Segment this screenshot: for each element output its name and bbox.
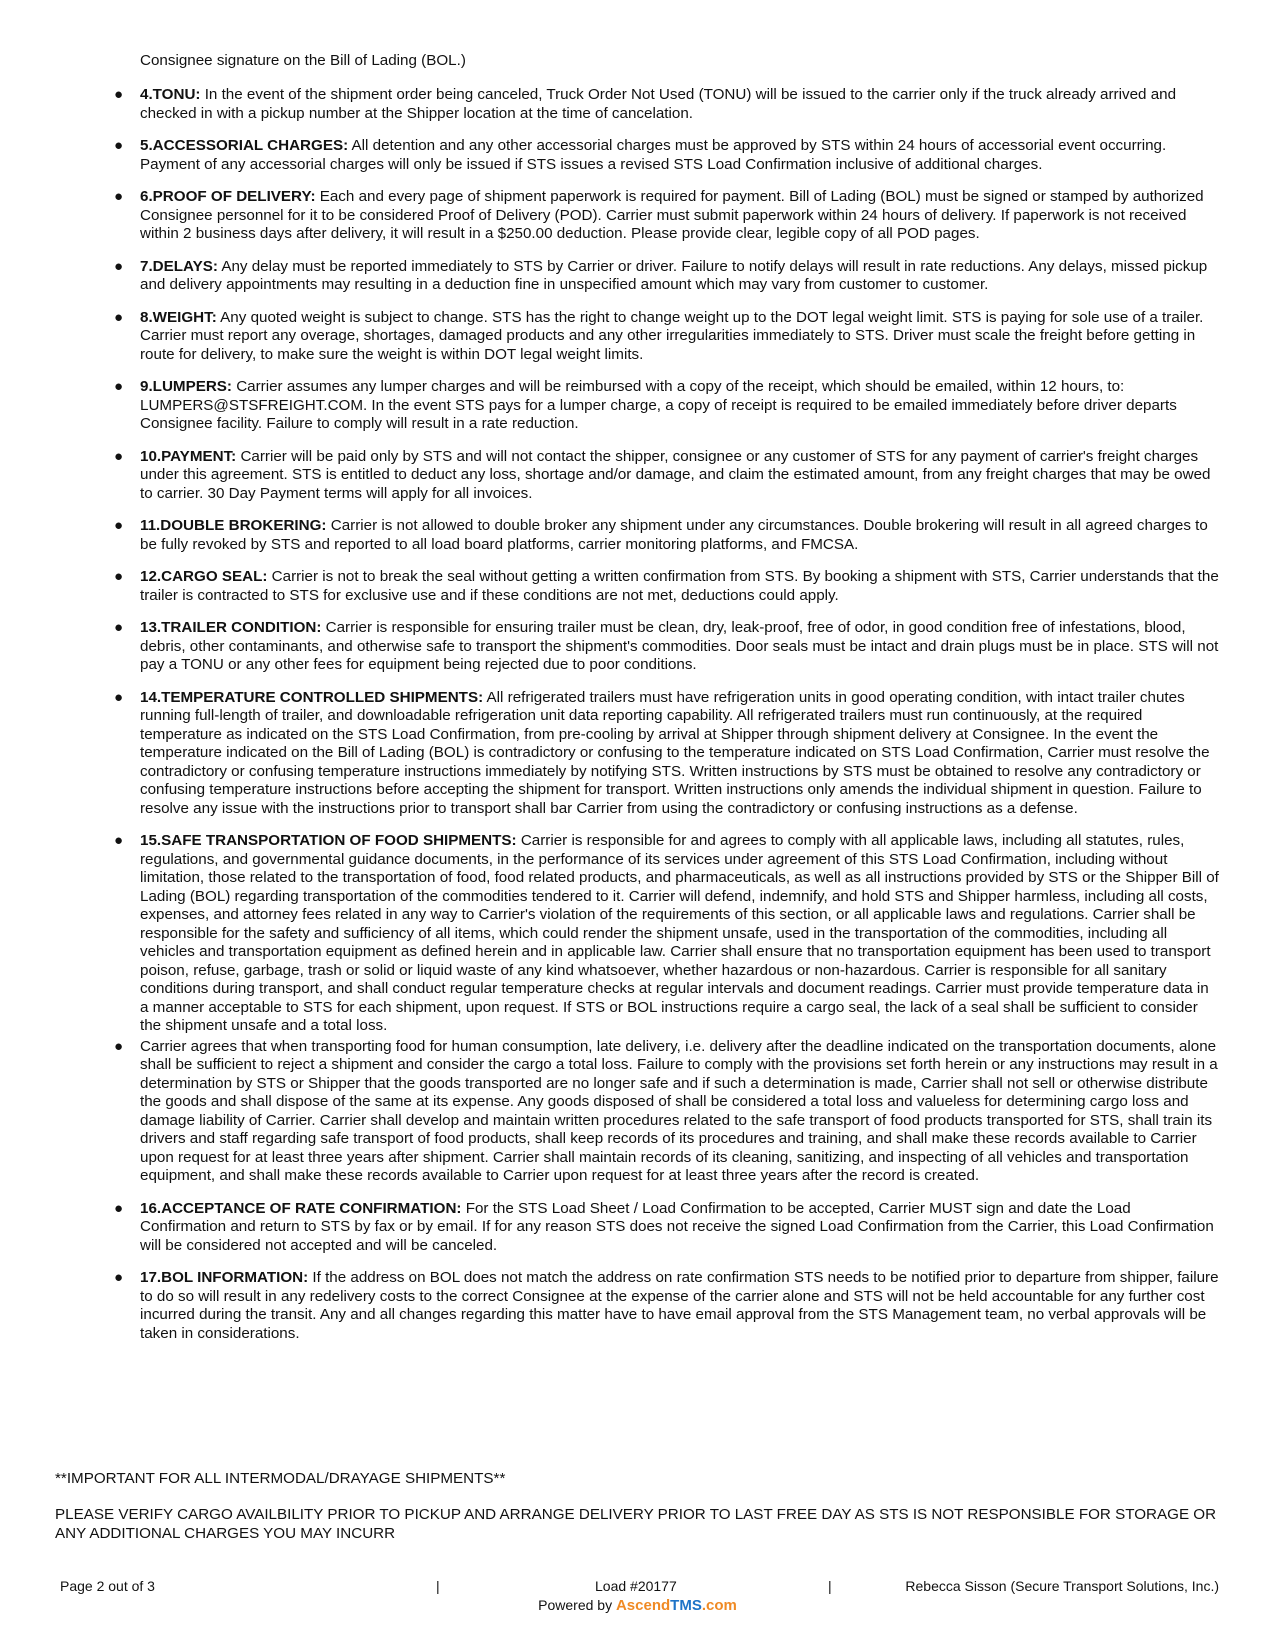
clause-7-delays — [0, 258, 1220, 295]
clause-16-acceptance — [0, 1200, 1220, 1256]
logo-ascend: Ascend — [615, 1597, 671, 1614]
bullet: ● — [114, 688, 124, 706]
clause-heading: 6.PROOF OF DELIVERY: — [140, 188, 316, 205]
powered-by-label: Powered by — [538, 1597, 616, 1613]
clause-15-safe-transportation — [0, 832, 1220, 1036]
powered-by — [0, 1596, 1275, 1615]
clause-text: Carrier is not allowed to double broker any shipment under any circumstances. Double brokering will result in all agreed charges to be fully revoked by STS and reported to all load board platforms, carrier monitoring platforms, and FMCSA. — [140, 517, 1208, 553]
bullet: ● — [114, 832, 124, 849]
bullet: ● — [114, 188, 124, 205]
clause-heading: 12.CARGO SEAL: — [140, 568, 268, 585]
clause-heading: 9.LUMPERS: — [140, 378, 232, 395]
logo-com: .com — [701, 1597, 737, 1614]
bullet: ● — [114, 86, 124, 103]
bullet: ● — [114, 137, 124, 154]
load-number: Load #20177 — [595, 1578, 677, 1594]
ascendtms-logo — [616, 1597, 737, 1614]
clause-9-lumpers — [0, 378, 1220, 434]
clause-heading: 5.ACCESSORIAL CHARGES: — [140, 137, 349, 154]
clause-text: All refrigerated trailers must have refrigeration units in good operating condition, with intact trailer chutes running full-length of trailer, and downloadable refrigeration unit data reporting capability. All refrigerated trailers must run continuously, at the required temperature as indicated on the STS Load Confirmation, from pre-cooling by arrival at Shipper through shipment delivery at Consignee. In the event the temperature indicated on the Bill of Lading (BOL) is contradictory or confusing to the temperature indicated on STS Load Confirmation, Carrier must resolve the contradictory or confusing temperature instructions immediately by notifying STS. Written instructions by STS must be obtained to resolve any contradictory or confusing temperature instructions before accepting the shipment for transport. Written instructions only amends the individual shipment in question. Failure to resolve any issue with the instructions prior to transport shall bar Carrier from using the contradictory or confusing instructions as a defense. — [140, 688, 1210, 817]
clause-text: Carrier is responsible for and agrees to comply with all applicable laws, including all statutes, rules, regulations, and governmental guidance documents, in the performance of its services under agreement of this STS Load Confirmation, including without limitation, those related to the transportation of food, food related products, and pharmaceuticals, as well as all instructions provided by STS or the Shipper Bill of Lading (BOL) regarding transportation of the commodities tendered to it. Carrier will defend, indemnify, and hold STS and Shipper harmless, including all costs, expenses, and attorney fees related in any way to Carrier's violation of the requirements of this section, or all applicable laws and regulations. Carrier shall be responsible for the safety and sufficiency of all items, which could render the shipment unsafe, used in the transportation of the commodities, including all vehicles and transportation equipment as defined herein and in applicable law. Carrier shall ensure that no transportation equipment has been used to transport poison, refuse, garbage, trash or solid or liquid waste of any kind whatsoever, whether hazardous or non-hazardous. Carrier is responsible for all sanitary conditions during transport, and shall conduct regular temperature checks at regular intervals and document readings. Carrier must provide temperature data in a manner acceptable to STS for each shipment, upon request. If STS or BOL instructions require a cargo seal, the lack of a seal shall be sufficient to consider the shipment unsafe and a total loss. — [140, 832, 1219, 1034]
user-company: Rebecca Sisson (Secure Transport Solutions, Inc.) — [905, 1578, 1219, 1594]
bullet: ● — [114, 1037, 124, 1055]
bullet: ● — [114, 257, 124, 275]
clause-text: Carrier is not to break the seal without getting a written confirmation from STS. By booking a shipment with STS, Carrier understands that the trailer is contracted to STS for exclusive use and if these conditions are not met, deductions could apply. — [140, 568, 1219, 604]
bullet: ● — [114, 1269, 124, 1286]
clause-10-payment — [0, 448, 1220, 504]
clause-text: In the event of the shipment order being canceled, Truck Order Not Used (TONU) will be issued to the carrier only if the truck already arrived and checked in with a pickup number at the Shipper location at the time of cancelation. — [140, 86, 1177, 122]
bullet: ● — [114, 308, 124, 326]
clause-14-temperature-controlled — [0, 689, 1220, 819]
clause-text: Carrier will be paid only by STS and will not contact the shipper, consignee or any customer of STS for any payment of carrier's freight charges under this agreement. STS is entitled to deduct any loss, shortage and/or damage, and claim the estimated amount, from any freight charges that may be owed to carrier. 30 Day Payment terms will apply for all invoices. — [140, 447, 1211, 502]
footer-separator: | — [436, 1578, 440, 1594]
clause-heading: 13.TRAILER CONDITION: — [140, 619, 322, 636]
clause-heading: 8.WEIGHT: — [140, 308, 217, 326]
clause-text: Each and every page of shipment paperwork is required for payment. Bill of Lading (BOL) must be signed or stamped by authorized Consignee personnel for it to be considered Proof of Delivery (POD). Carrier must submit paperwork within 24 hours of delivery. If paperwork is not received within 2 business days after delivery, it will result in a $250.00 deduction. Please provide clear, legible copy of all POD pages. — [140, 188, 1204, 242]
clause-heading: 16.ACCEPTANCE OF RATE CONFIRMATION: — [140, 1199, 462, 1217]
clause-heading: 15.SAFE TRANSPORTATION OF FOOD SHIPMENTS: — [140, 832, 517, 849]
clause-4-tonu — [0, 86, 1220, 123]
clause-food-consumption — [0, 1038, 1220, 1186]
bullet: ● — [114, 378, 124, 395]
clause-text: If the address on BOL does not match the address on rate confirmation STS needs to be notified prior to departure from shipper, failure to do so will result in any redelivery costs to the correct Consignee at the expense of the carrier alone and STS will not be held accountable for any further cost incurred during the transit. Any and all changes regarding this matter have to have email approval from the STS Management team, no verbal approvals will be taken in considerations. — [140, 1269, 1219, 1342]
clause-6-proof-of-delivery — [0, 188, 1220, 244]
intermodal-notice-heading: **IMPORTANT FOR ALL INTERMODAL/DRAYAGE SHIPMENTS** — [55, 1470, 506, 1487]
clause-11-double-brokering — [0, 517, 1220, 554]
clause-list — [0, 86, 1275, 1357]
clause-text: Carrier assumes any lumper charges and will be reimbursed with a copy of the receipt, which should be emailed, within 12 hours, to: LUMPERS@STSFREIGHT.COM. In the event STS pays for a lumper charge, a copy of receipt is required to be emailed immediately before driver departs Consignee facility. Failure to comply will result in a rate reduction. — [140, 378, 1177, 432]
page-number: Page 2 out of 3 — [60, 1578, 155, 1594]
clause-text: For the STS Load Sheet / Load Confirmation to be accepted, Carrier MUST sign and date the Load Confirmation and return to STS by fax or by email. If for any reason STS does not receive the signed Load Confirmation from the Carrier, this Load Confirmation will be considered not accepted and will be canceled. — [140, 1199, 1214, 1254]
bullet: ● — [114, 568, 124, 585]
bullet: ● — [114, 447, 124, 465]
intro-text: Consignee signature on the Bill of Lading (BOL.) — [140, 52, 466, 69]
logo-tms: TMS — [670, 1597, 702, 1614]
intermodal-notice-text: PLEASE VERIFY CARGO AVAILBILITY PRIOR TO PICKUP AND ARRANGE DELIVERY PRIOR TO LAST FREE DAY AS STS IS NOT RESPONSIBLE FOR STORAGE OR ANY ADDITIONAL CHARGES YOU MAY INCURR — [55, 1506, 1217, 1542]
clause-heading: 4.TONU: — [140, 86, 201, 103]
bullet: ● — [114, 619, 124, 636]
footer-separator: | — [828, 1578, 832, 1594]
clause-text: Carrier is responsible for ensuring trailer must be clean, dry, leak-proof, free of odor, in good condition free of infestations, blood, debris, other contaminants, and otherwise safe to transport the shipment's commodities. Door seals must be intact and drain plugs must be in place. STS will not pay a TONU or any other fees for equipment being rejected due to poor conditions. — [140, 619, 1219, 673]
clause-heading: 7.DELAYS: — [140, 257, 218, 275]
clause-text: Carrier agrees that when transporting food for human consumption, late delivery, i.e. delivery after the deadline indicated on the transportation documents, alone shall be sufficient to reject a shipment and consider the cargo a total loss. Failure to comply with the provisions set forth herein or any instructions may result in a determination by STS or Shipper that the goods transported are no longer safe and if such a determination is made, Carrier shall not sell or otherwise distribute the goods and shall dispose of the same at its expense. Any goods disposed of shall be considered a total loss and valueless for determining cargo loss and damage liability of Carrier. Carrier shall develop and maintain written procedures related to the safe transport of food products transported for STS, shall train its drivers and staff regarding safe transport of food products, shall keep records of its procedures and training, and shall make these records available to Carrier upon request for at least three years after shipment. Carrier shall maintain records of its cleaning, sanitizing, and inspecting of all vehicles and transportation equipment, and shall make these records available to Carrier upon request for at least three years after the record is created. — [140, 1037, 1218, 1184]
page-footer — [0, 1577, 1275, 1637]
clause-heading: 11.DOUBLE BROKERING: — [140, 517, 327, 534]
clause-12-cargo-seal — [0, 568, 1220, 605]
clause-8-weight — [0, 309, 1220, 365]
clause-text: All detention and any other accessorial charges must be approved by STS within 24 hours of accessorial event occurring. Payment of any accessorial charges will only be issued if STS issues a revised STS Load Confirmation inclusive of additional charges. — [140, 137, 1167, 173]
clause-13-trailer-condition — [0, 619, 1220, 675]
bullet: ● — [114, 517, 124, 534]
clause-heading: 17.BOL INFORMATION: — [140, 1269, 309, 1286]
clause-heading: 14.TEMPERATURE CONTROLLED SHIPMENTS: — [140, 688, 484, 706]
clause-17-bol-information — [0, 1269, 1220, 1343]
clause-text: Any delay must be reported immediately to STS by Carrier or driver. Failure to notify delays will result in rate reductions. Any delays, missed pickup and delivery appointments may resulting in a deduction fine in unspecified amount which may vary from customer to customer. — [140, 257, 1208, 293]
clause-text: Any quoted weight is subject to change. STS has the right to change weight up to the DOT legal weight limit. STS is paying for sole use of a trailer. Carrier must report any overage, shortages, damaged products and any other irregularities immediately to STS. Driver must scale the freight before getting in route for delivery, to make sure the weight is within DOT legal weight limits. — [140, 308, 1204, 363]
clause-5-accessorial-charges — [0, 137, 1220, 174]
bullet: ● — [114, 1199, 124, 1217]
clause-heading: 10.PAYMENT: — [140, 447, 237, 465]
